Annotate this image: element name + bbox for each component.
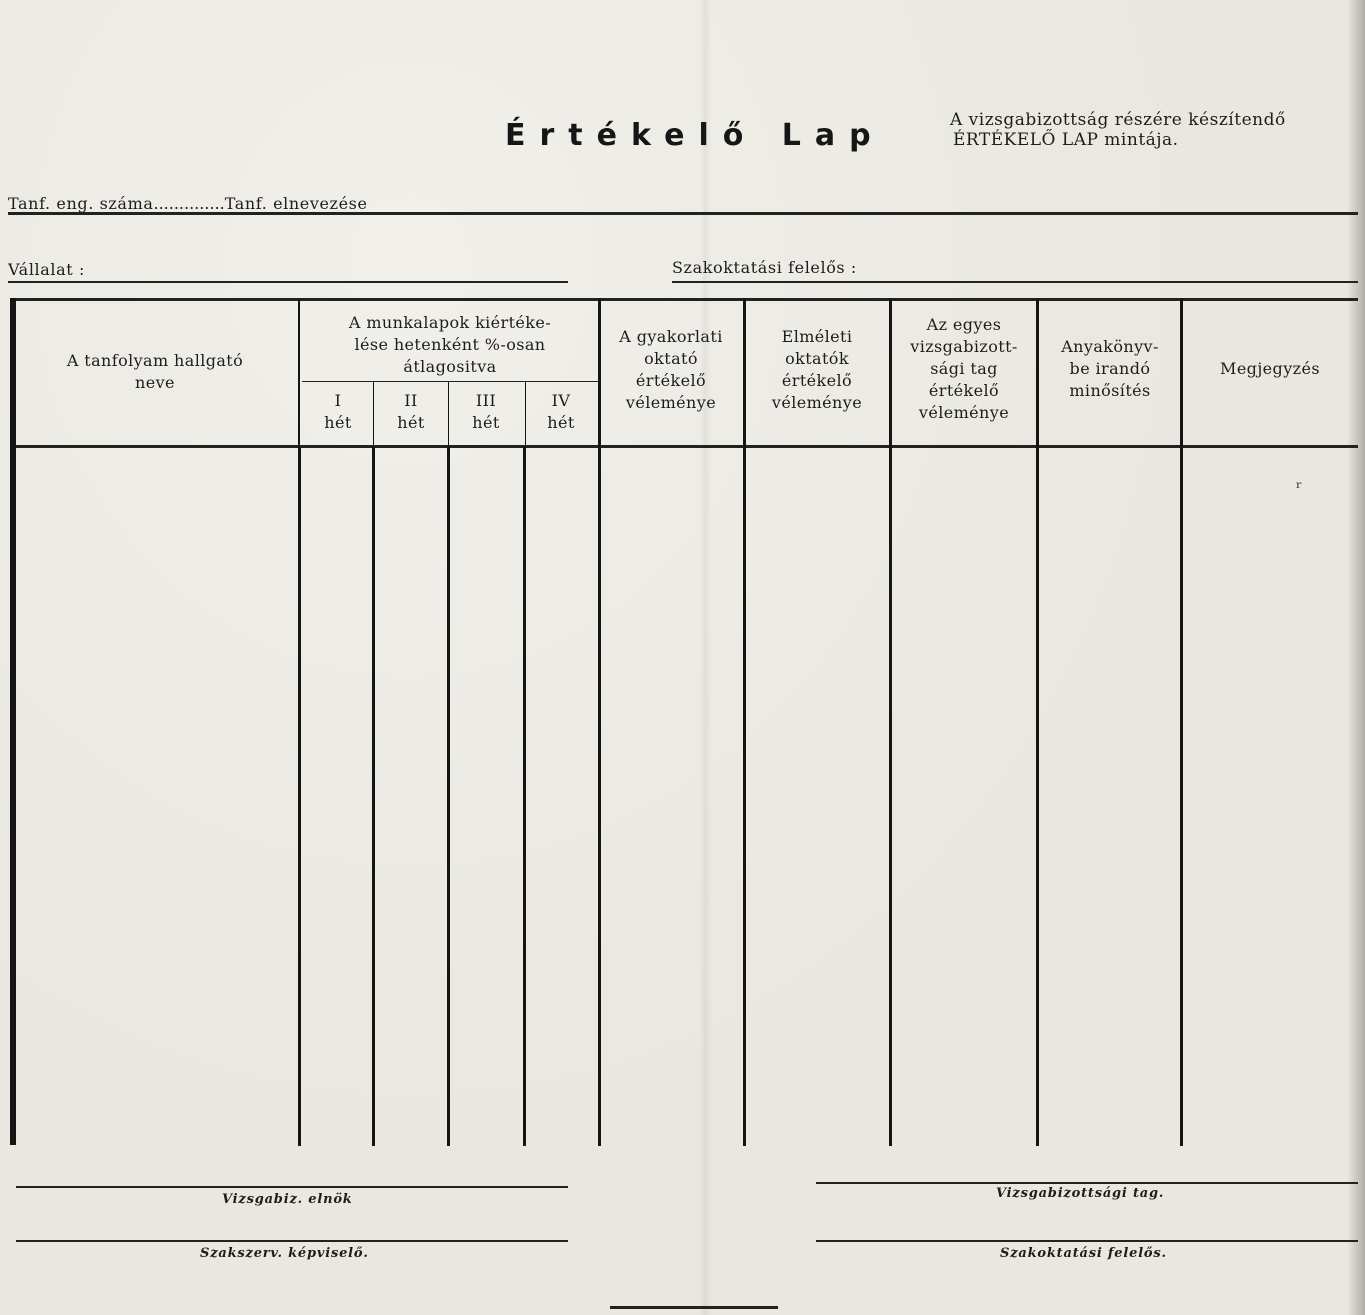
col-divider-6 — [743, 298, 746, 1146]
table-top-border — [10, 298, 1358, 301]
col-divider-4-header — [525, 381, 526, 446]
col-divider-5 — [598, 298, 601, 1146]
caption — [950, 110, 1365, 150]
col-header-committee: Az egyes vizsgabizott- sági tag értékelő véleménye — [910, 315, 1018, 422]
table-header-bottom-border — [10, 445, 1358, 448]
signature-label-union-rep: Szakszerv. képviselő. — [200, 1246, 369, 1261]
col-header-theory: Elméleti oktatók értékelő véleménye — [771, 327, 863, 412]
col-header-week-2: II hét — [397, 391, 425, 432]
col-divider-3 — [447, 446, 450, 1146]
col-divider-4 — [523, 446, 526, 1146]
col-divider-1 — [298, 446, 301, 1146]
training-manager-label: Szakoktatási felelős : — [672, 258, 857, 277]
page-bottom-rule — [610, 1306, 778, 1309]
col-divider-2 — [372, 446, 375, 1146]
course-name-label: Tanf. elnevezése — [224, 194, 368, 213]
weeks-subheader-line — [302, 381, 598, 382]
signature-line-chair — [16, 1186, 568, 1188]
field-divider-1 — [8, 212, 1358, 215]
col-header-worksheets: A munkalapok kiértéke- lése hetenként %-osan átlagositva — [348, 313, 552, 376]
col-header-week-3: III hét — [472, 391, 500, 432]
signature-label-chair: Vizsgabiz. elnök — [222, 1192, 353, 1207]
page-edge-shadow — [1347, 0, 1365, 1315]
table-left-border — [10, 298, 16, 1145]
signature-label-member: Vizsgabizottsági tag. — [996, 1186, 1165, 1201]
col-divider-7 — [889, 298, 892, 1146]
col-divider-3-header — [448, 381, 449, 446]
col-header-student: A tanfolyam hallgató neve — [66, 351, 244, 392]
training-manager-line — [672, 281, 1358, 283]
signature-line-training-manager — [816, 1240, 1358, 1242]
permit-number-field — [8, 194, 368, 213]
permit-number-label: Tanf. eng. száma — [8, 194, 154, 213]
caption-line-1: A vizsgabizottság részére készítendő — [950, 110, 1286, 130]
col-header-week-1: I hét — [324, 391, 352, 432]
company-line — [8, 281, 568, 283]
permit-number-dots: .............. — [153, 194, 225, 213]
signature-line-member — [816, 1182, 1358, 1184]
col-header-week-4: IV hét — [547, 391, 575, 432]
signature-label-training-manager: Szakoktatási felelős. — [1000, 1246, 1167, 1261]
signature-line-union-rep — [16, 1240, 568, 1242]
company-label: Vállalat : — [8, 260, 85, 279]
page-title: Értékelő Lap — [505, 118, 885, 153]
col-divider-9 — [1180, 298, 1183, 1146]
col-header-practical: A gyakorlati oktató értékelő véleménye — [619, 327, 723, 412]
col-header-register: Anyakönyv- be irandó minősítés — [1061, 337, 1159, 400]
caption-line-2: ÉRTÉKELŐ LAP mintája. — [953, 130, 1179, 150]
col-divider-8 — [1036, 298, 1039, 1146]
col-divider-1-header — [298, 298, 300, 446]
col-divider-2-header — [373, 381, 374, 446]
col-header-notes: Megjegyzés — [1220, 359, 1320, 378]
stray-mark: ʳ — [1296, 478, 1303, 499]
